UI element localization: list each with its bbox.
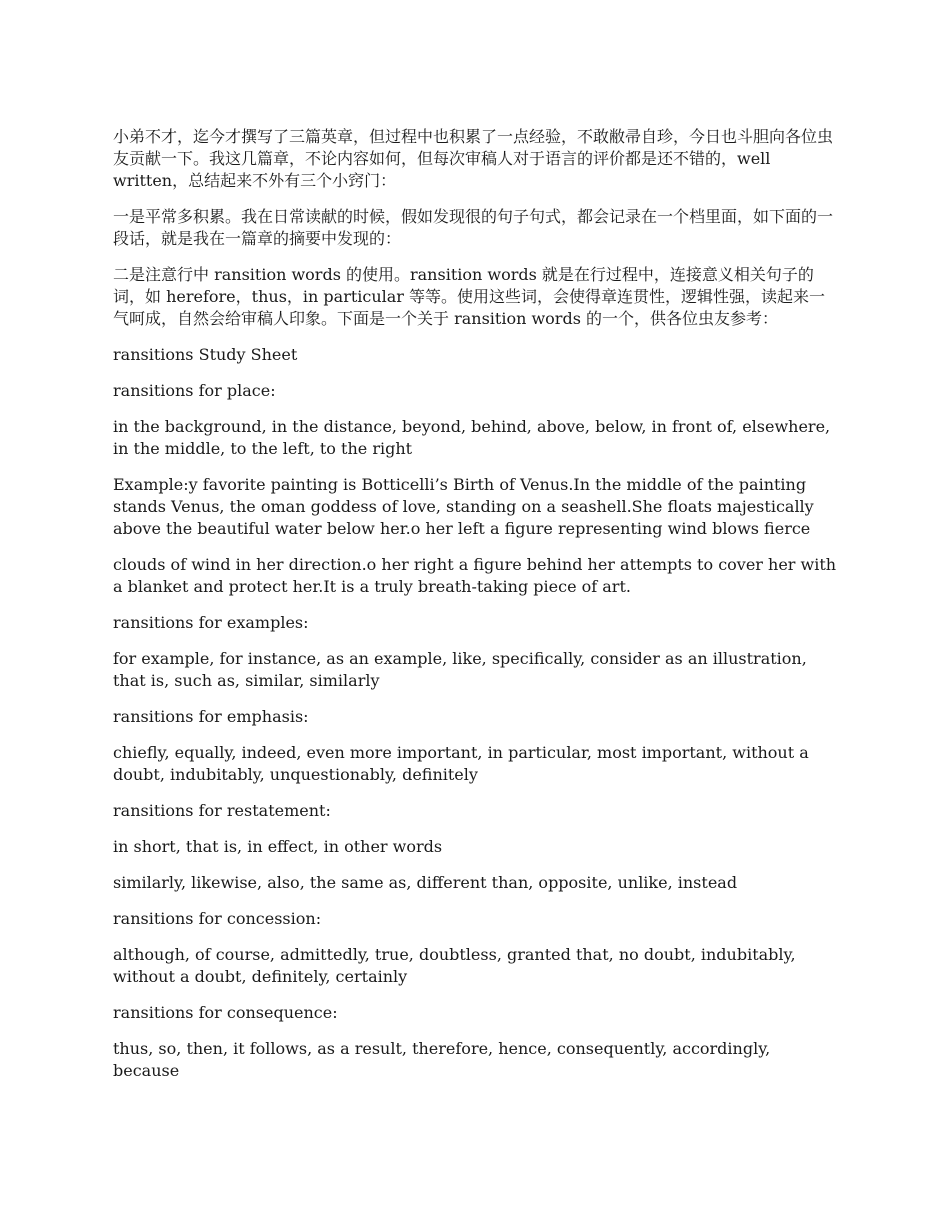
- section-heading-emphasis: ransitions for emphasis:: [113, 707, 309, 726]
- place-words: in the background, in the distance, beyond, behind, above, below, in front of, elsewhere, in the middle, to the left, to the right: [113, 417, 831, 458]
- example-paragraph-continued: clouds of wind in her direction.o her right a figure behind her attempts to cover her with a blanket and protect her.It is a truly breath-taking piece of art.: [113, 555, 837, 596]
- example-paragraph: Example:y favorite painting is Botticelli’s Birth of Venus.In the middle of the painting stands Venus, the oman goddess of love, standing on a seashell.She floats majestically above the beautiful water below her.o her left a figure representing wind blows fierce: [113, 475, 814, 538]
- section-heading-concession: ransitions for concession:: [113, 909, 322, 928]
- section-heading-place: ransitions for place:: [113, 381, 276, 400]
- section-heading-consequence: ransitions for consequence:: [113, 1003, 338, 1022]
- tip-two-paragraph: 二是注意行中 ransition words 的使用。ransition words 就是在行过程中，连接意义相关句子的词，如 herefore，thus，in particular 等等。使用这些词，会使得章连贯性，逻辑性强，读起来一气呵成，自然会给审稿人印象。下面是一个关于 ransition words 的一个，供各位虫友参考：: [113, 265, 826, 328]
- study-sheet-title: ransitions Study Sheet: [113, 345, 298, 364]
- section-heading-restatement: ransitions for restatement:: [113, 801, 331, 820]
- intro-paragraph: 小弟不才，迄今才撰写了三篇英章，但过程中也积累了一点经验，不敢敝帚自珍，今日也斗胆向各位虫友贡献一下。我这几篇章，不论内容如何，但每次审稿人对于语言的评价都是还不错的，well written，总结起来不外有三个小窍门：: [113, 127, 834, 190]
- comparison-words: similarly, likewise, also, the same as, different than, opposite, unlike, instead: [113, 873, 738, 892]
- concession-words: although, of course, admittedly, true, doubtless, granted that, no doubt, indubitably, without a doubt, definitely, certainly: [113, 945, 796, 986]
- consequence-words: thus, so, then, it follows, as a result, therefore, hence, consequently, accordingly, because: [113, 1039, 771, 1080]
- tip-one-paragraph: 一是平常多积累。我在日常读献的时候，假如发现很的句子句式，都会记录在一个档里面，如下面的一段话，就是我在一篇章的摘要中发现的：: [113, 207, 834, 248]
- section-heading-examples: ransitions for examples:: [113, 613, 309, 632]
- document-body: [113, 126, 841, 1096]
- restatement-words: in short, that is, in effect, in other words: [113, 837, 443, 856]
- emphasis-words: chiefly, equally, indeed, even more important, in particular, most important, without a doubt, indubitably, unquestionably, definitely: [113, 743, 809, 784]
- examples-words: for example, for instance, as an example, like, specifically, consider as an illustration, that is, such as, similar, similarly: [113, 649, 807, 690]
